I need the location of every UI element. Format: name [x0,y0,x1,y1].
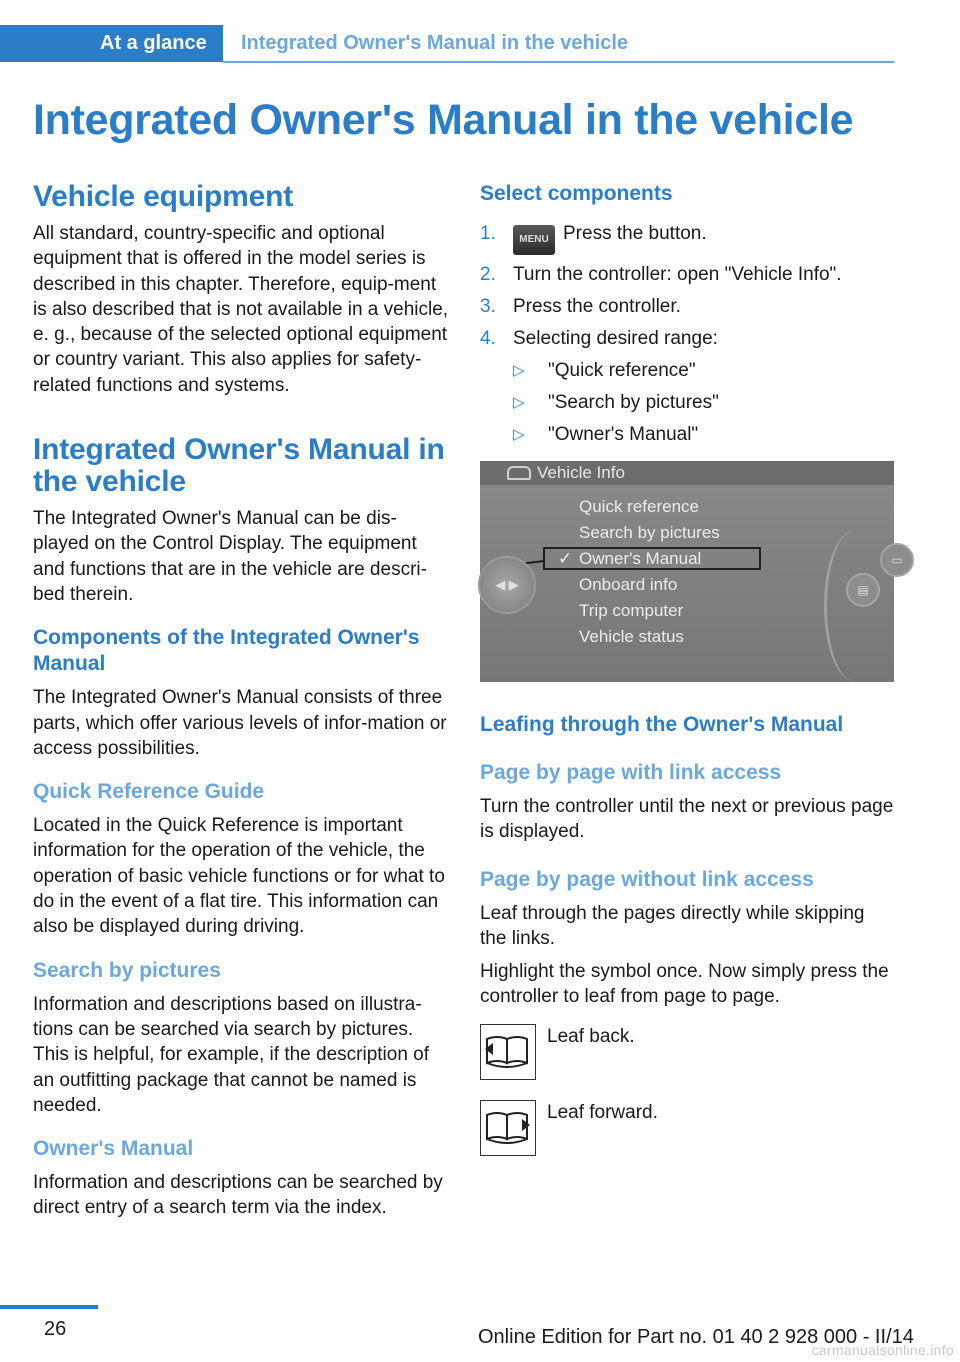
breadcrumb: Integrated Owner's Manual in the vehicle [241,32,629,54]
list-item [480,326,896,447]
page-number: 26 [44,1318,67,1340]
components-body: The Integrated Owner's Manual consists of three parts, which offer various levels of infor-mation or access possibilities. [33,687,447,759]
substeps-list [513,358,896,447]
step-number: 2. [480,264,496,285]
screen-menu-item: Quick reference [579,497,699,516]
panel-button-icon: ▭ [880,543,914,577]
without-link-heading: Page by page without link access [480,867,814,891]
steps-list [480,221,896,447]
step-text: Press the button. [563,223,707,244]
header-rule [223,61,894,63]
without-link-body-1: Leaf through the pages directly while skipping the links. [480,902,865,949]
owners-manual-body: Information and descriptions can be searched by direct entry of a search term via the index. [33,1172,443,1219]
left-column [33,181,449,1221]
list-item [480,294,896,319]
page-title: Integrated Owner's Manual in the vehicle [33,96,854,144]
selection-highlight-box [543,547,761,570]
leaf-forward-row [480,1100,896,1156]
search-by-pictures-body: Information and descriptions based on illustra-tions can be searched via search by pictures. This is helpful, for example, if the description of an outfitting package that cannot be named is needed. [33,993,430,1116]
footer-rule [0,1305,98,1309]
owners-manual-heading: Owner's Manual [33,1137,194,1161]
leafing-heading: Leafing through the Owner's Manual [480,713,844,736]
step-number: 4. [480,328,496,349]
controller-knob-icon: ◀ ▶ [478,556,536,614]
step-number: 1. [480,223,496,244]
step-number: 3. [480,296,496,317]
right-control-panel [824,531,904,681]
panel-button-icon: ▤ [846,573,880,607]
menu-button-icon: MENU [513,225,555,255]
leaf-back-icon [480,1024,536,1080]
vehicle-equipment-heading: Vehicle equipment [33,180,294,213]
screen-menu-item-selected: Owner's Manual [579,549,702,568]
quick-reference-heading: Quick Reference Guide [33,780,265,804]
integrated-manual-heading: Integrated Owner's Manual in the vehicle [33,433,445,499]
step-text: Turn the controller: open "Vehicle Info". [513,264,842,285]
leaf-forward-icon [480,1100,536,1156]
screen-menu-item: Onboard info [579,575,678,594]
with-link-heading: Page by page with link access [480,761,782,784]
control-display-screenshot [480,461,903,682]
leaf-forward-label: Leaf forward. [547,1101,658,1123]
components-heading: Components of the Integrated Owner's Manual [33,626,420,676]
vehicle-equipment-body: All standard, country-specific and optional equipment that is offered in the model series is described in this chapter. Therefore, equip-ment is also described that is not available in a vehicle, e. g., because of the selected optional equipment or country variant. This also applies for safety-related functions and systems. [33,223,449,396]
integrated-manual-body: The Integrated Owner's Manual can be dis-played on the Control Display. The equipment and functions that are in the vehicle are descri-bed therein. [33,508,427,605]
list-item [513,358,896,383]
panel-arc [824,531,884,681]
substep-text: "Quick reference" [548,360,696,381]
with-link-body: Turn the controller until the next or previous page is displayed. [480,796,894,843]
quick-reference-body: Located in the Quick Reference is important information for the operation of the vehicle, the operation of basic vehicle functions or for what to do in the event of a flat tire. This information can also be displayed during driving. [33,815,445,938]
step-text: Press the controller. [513,296,681,317]
search-by-pictures-heading: Search by pictures [33,958,221,982]
list-item [513,390,896,415]
checkmark-icon: ✓ [558,549,573,568]
watermark: carmanualsonline.info [811,1342,954,1358]
screen-menu [579,494,720,650]
without-link-body-2: Highlight the symbol once. Now simply press the controller to leaf from page to page. [480,961,889,1008]
right-column [480,181,903,1156]
triangle-bullet-icon: ▷ [513,362,525,379]
triangle-bullet-icon: ▷ [513,426,525,443]
list-item [480,262,896,287]
select-components-heading: Select components [480,182,673,205]
leaf-back-row [480,1024,896,1080]
substep-text: "Owner's Manual" [548,424,699,445]
step-text: Selecting desired range: [513,328,718,349]
screen-menu-item: Trip computer [579,601,684,620]
car-icon [507,466,531,480]
substep-text: "Search by pictures" [548,392,719,413]
leaf-back-label: Leaf back. [547,1025,635,1047]
edition-text: Online Edition for Part no. 01 40 2 928 000 - II/14 [478,1326,914,1348]
screen-menu-item: Search by pictures [579,523,720,542]
list-item [480,221,896,255]
page-header [0,25,894,62]
section-tab: At a glance [0,25,223,62]
list-item [513,422,896,447]
screen-title: Vehicle Info [537,463,625,482]
screen-menu-item: Vehicle status [579,627,684,646]
triangle-bullet-icon: ▷ [513,394,525,411]
